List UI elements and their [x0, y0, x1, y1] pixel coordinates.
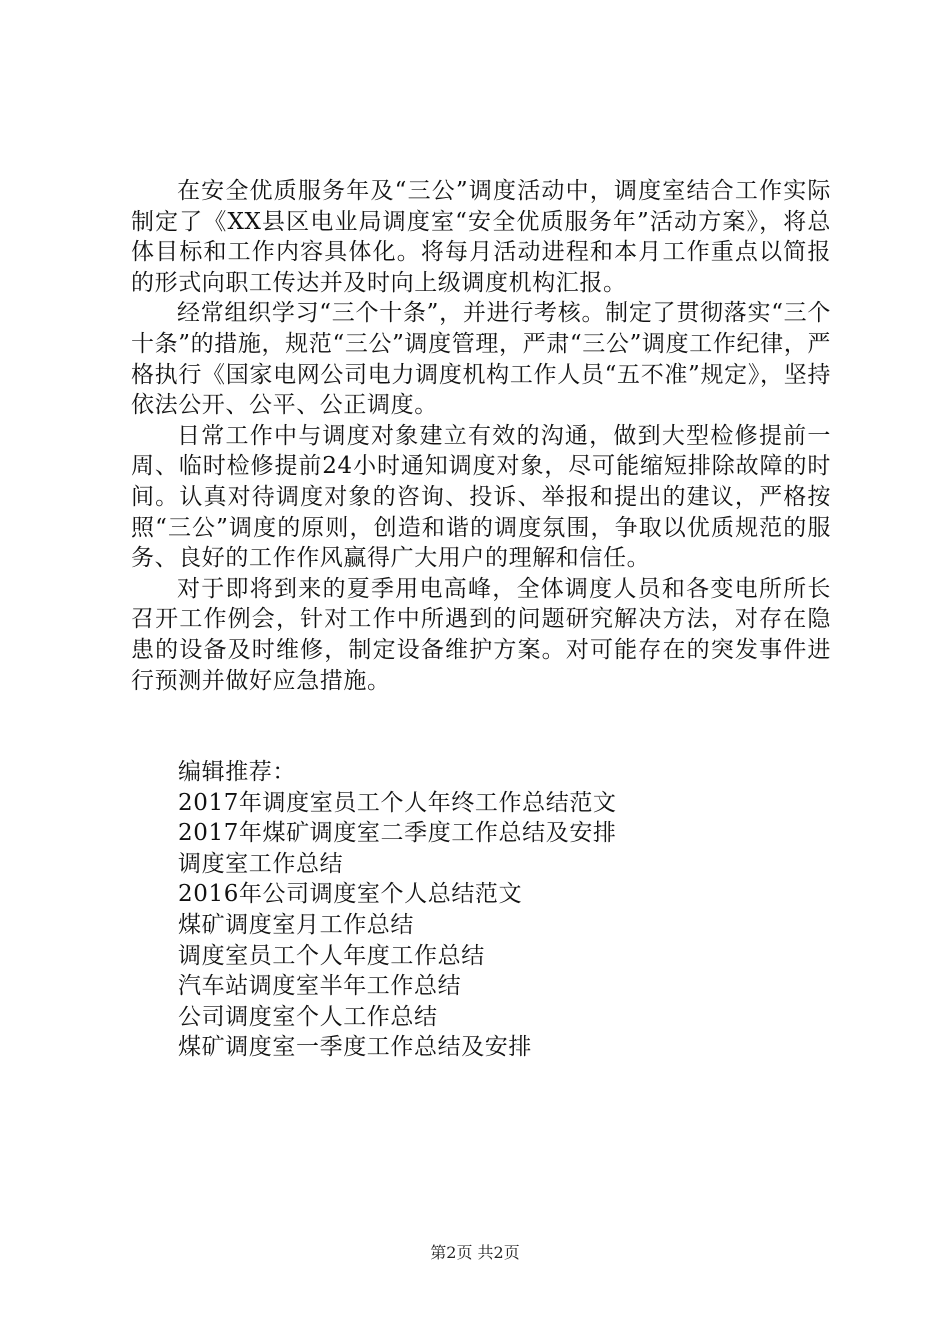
- recommend-section: [178, 757, 818, 1063]
- paragraph-3: 日常工作中与调度对象建立有效的沟通，做到大型检修提前一周、临时检修提前24小时通知调度对象，尽可能缩短排除故障的时间。认真对待调度对象的咨询、投诉、举报和提出的建议，严格按照“三公”调度的原则，创造和谐的调度氛围，争取以优质规范的服务、良好的工作作风赢得广大用户的理解和信任。: [131, 422, 831, 572]
- paragraph-4: 对于即将到来的夏季用电高峰，全体调度人员和各变电所所长召开工作例会，针对工作中所遇到的问题研究解决方法，对存在隐患的设备及时维修，制定设备维护方案。对可能存在的突发事件进行预测并做好应急措施。: [131, 575, 831, 694]
- recommend-link[interactable]: 调度室员工个人年度工作总结: [178, 942, 485, 969]
- paragraph-1: 在安全优质服务年及“三公”调度活动中，调度室结合工作实际制定了《XX县区电业局调度室“安全优质服务年”活动方案》，将总体目标和工作内容具体化。将每月活动进程和本月工作重点以简报的形式向职工传达并及时向上级调度机构汇报。: [131, 178, 831, 296]
- recommend-link[interactable]: 公司调度室个人工作总结: [178, 1003, 438, 1030]
- recommend-link[interactable]: 煤矿调度室一季度工作总结及安排: [178, 1034, 532, 1061]
- recommend-link[interactable]: 2017年调度室员工个人年终工作总结范文: [178, 789, 617, 816]
- recommend-link[interactable]: 2017年煤矿调度室二季度工作总结及安排: [178, 820, 617, 847]
- body-text: [131, 176, 831, 696]
- page-number-footer: 第2页 共2页: [430, 1243, 520, 1262]
- recommend-link[interactable]: 调度室工作总结: [178, 850, 344, 877]
- recommend-heading: 编辑推荐：: [178, 759, 296, 785]
- recommend-link[interactable]: 汽车站调度室半年工作总结: [178, 973, 462, 1000]
- recommend-link[interactable]: 煤矿调度室月工作总结: [178, 911, 414, 938]
- recommend-link[interactable]: 2016年公司调度室个人总结范文: [178, 881, 523, 908]
- paragraph-2: 经常组织学习“三个十条”，并进行考核。制定了贯彻落实“三个十条”的措施，规范“三公”调度管理，严肃“三公”调度工作纪律，严格执行《国家电网公司电力调度机构工作人员“五不准”规定》，坚持依法公开、公平、公正调度。: [131, 300, 831, 419]
